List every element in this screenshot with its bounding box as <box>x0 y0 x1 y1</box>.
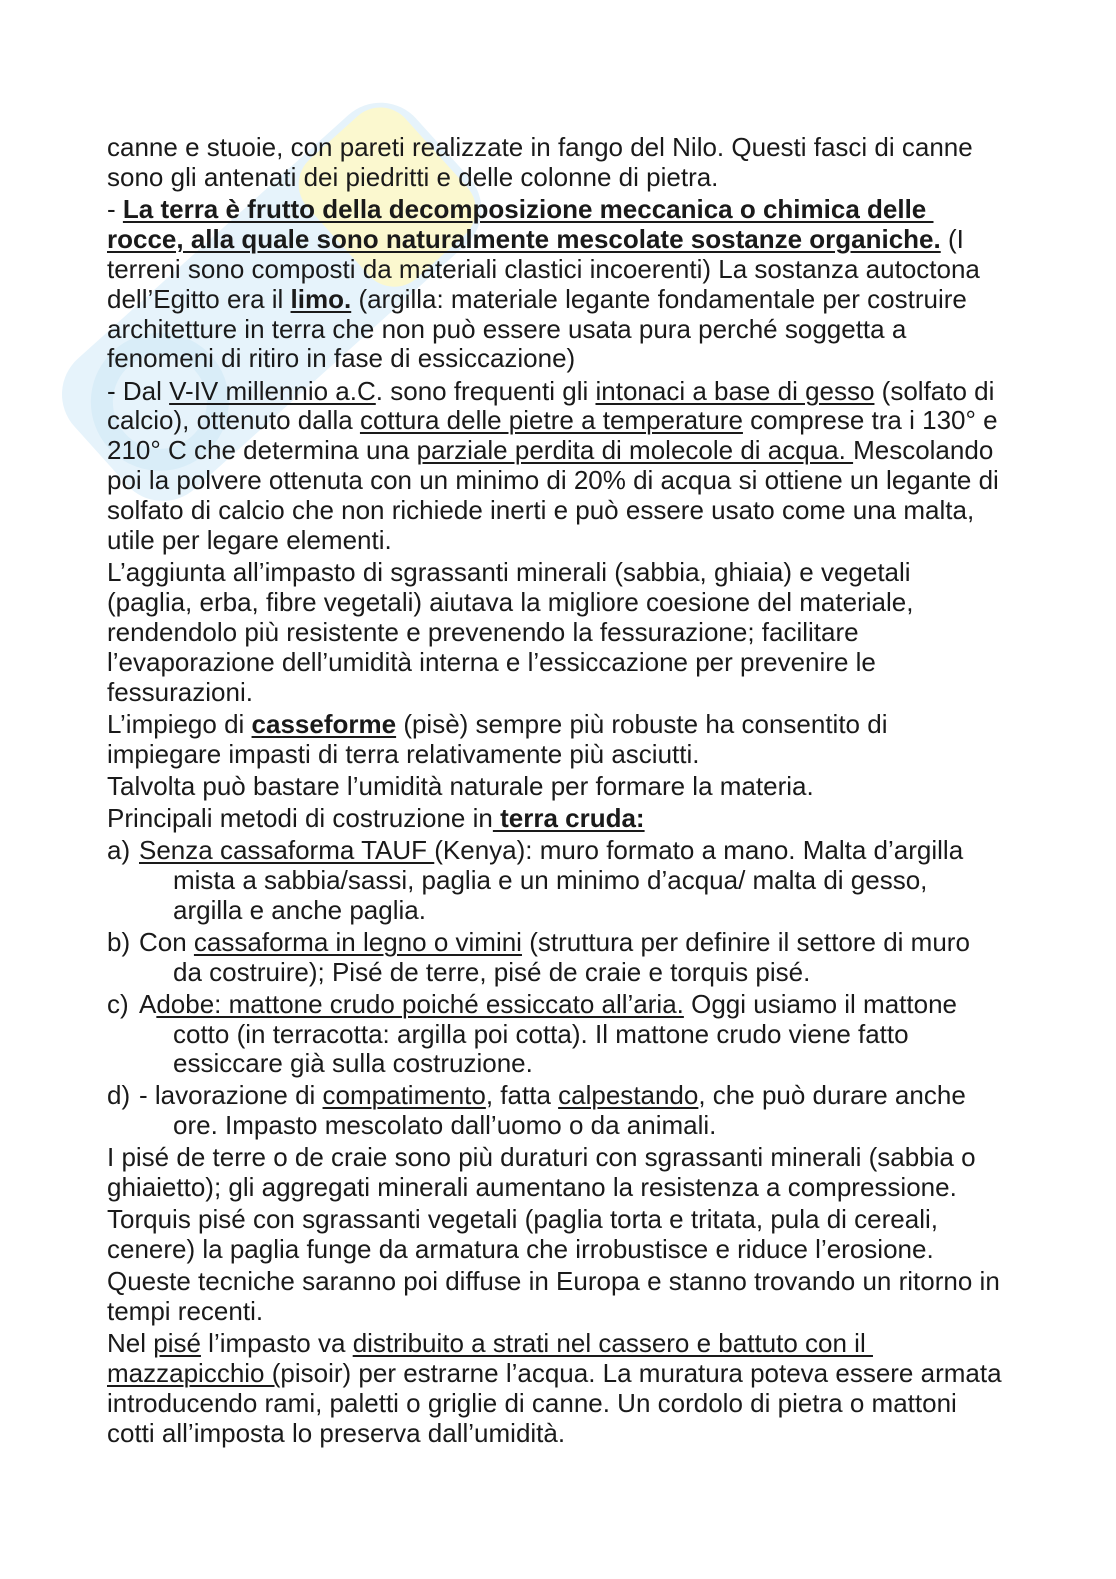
paragraph <box>107 377 1002 556</box>
underlined-text: Senza cassaforma TAUF <box>139 834 435 865</box>
text-line <box>107 618 1002 648</box>
list-item-body <box>139 928 970 988</box>
text-line <box>107 344 1002 374</box>
underlined-text: dobe: mattone crudo poiché essiccato all’aria. <box>156 988 684 1019</box>
text-line <box>107 255 1002 285</box>
text-run: architetture in terra che non può essere usata pura perché soggetta a <box>107 313 907 344</box>
text-run: calcio), ottenuto dalla <box>107 405 360 436</box>
list-marker: b) <box>107 926 131 957</box>
text-line <box>139 990 957 1020</box>
text-run: cotti all’imposta lo preserva dall’umidità. <box>107 1418 566 1449</box>
text-line <box>107 225 1002 255</box>
text-run: utile per legare elementi. <box>107 524 392 555</box>
paragraph <box>107 133 1002 193</box>
text-run: Nel <box>107 1328 154 1359</box>
underlined-text: cottura delle pietre a temperature <box>359 405 743 436</box>
underlined-text: calpestando <box>558 1080 699 1111</box>
paragraph <box>107 1205 1002 1265</box>
text-line <box>107 648 1002 678</box>
text-line <box>107 558 1002 588</box>
text-run: cenere) la paglia funge da armatura che irrobustisce e riduce l’erosione. <box>107 1234 934 1265</box>
text-run: ghiaietto); gli aggregati minerali aumentano la resistenza a compressione. <box>107 1172 957 1203</box>
text-line <box>107 163 1002 193</box>
text-run: (I <box>940 223 964 254</box>
text-line <box>139 1081 966 1111</box>
text-run: . sono frequenti gli <box>375 375 596 406</box>
list-item <box>107 928 1002 988</box>
text-run: Con <box>139 926 194 957</box>
bold-underlined-text: La terra è frutto della decomposizione meccanica o chimica delle <box>122 193 934 224</box>
bold-underlined-text: rocce, alla quale sono naturalmente mescolate sostanze organiche. <box>107 223 941 254</box>
text-line <box>107 1419 1002 1449</box>
list-item <box>107 1081 1002 1141</box>
list-item <box>107 990 1002 1080</box>
text-line <box>107 496 1002 526</box>
text-line <box>139 958 970 988</box>
text-run: A <box>139 988 157 1019</box>
text-run: (pisè) sempre più robuste ha consentito di <box>396 708 888 739</box>
text-line <box>107 772 1002 802</box>
text-run: essiccare già sulla costruzione. <box>173 1048 533 1079</box>
text-line <box>107 710 1002 740</box>
list-marker: d) <box>107 1080 131 1111</box>
text-line <box>107 406 1002 436</box>
underlined-text: cassaforma in legno o vimini <box>193 926 522 957</box>
text-run: Queste tecniche saranno poi diffuse in Europa e stanno trovando un ritorno in <box>107 1266 1000 1297</box>
text-run: l’impasto va <box>200 1328 353 1359</box>
paragraph <box>107 804 1002 834</box>
text-run: rendendolo più resistente e prevenendo la fessurazione; facilitare <box>107 616 859 647</box>
text-run: canne e stuoie, con pareti realizzate in fango del Nilo. Questi fasci di canne <box>107 132 973 162</box>
paragraph <box>107 710 1002 770</box>
text-run: Oggi usiamo il mattone <box>683 988 958 1019</box>
text-line <box>139 896 963 926</box>
paragraph <box>107 1329 1002 1449</box>
underlined-text: compatimento <box>322 1080 486 1111</box>
text-run: comprese tra i 130° e <box>742 405 998 436</box>
text-line <box>107 1235 1002 1265</box>
text-line <box>139 1111 966 1141</box>
text-run: impiegare impasti di terra relativamente più asciutti. <box>107 738 700 769</box>
text-line <box>139 1049 957 1079</box>
text-run: fenomeni di ritiro in fase di essiccazione) <box>107 343 576 374</box>
text-line <box>107 195 1002 225</box>
text-line <box>107 1267 1002 1297</box>
text-run: Mescolando <box>853 435 994 466</box>
text-run: ore. Impasto mescolato dall’uomo o da animali. <box>173 1110 717 1141</box>
paragraph <box>107 1143 1002 1203</box>
bold-underlined-text: terra cruda: <box>492 802 645 833</box>
list-marker: c) <box>107 988 129 1019</box>
text-line <box>107 285 1002 315</box>
paragraph <box>107 558 1002 707</box>
paragraph <box>107 772 1002 802</box>
text-run: terreni sono composti da materiali clastici incoerenti) La sostanza autoctona <box>107 253 980 284</box>
text-line <box>139 928 970 958</box>
document-body <box>107 133 1002 1451</box>
text-line <box>107 526 1002 556</box>
text-line <box>139 1020 957 1050</box>
text-run: poi la polvere ottenuta con un minimo di 20% di acqua si ottiene un legante di <box>107 465 999 496</box>
text-run: tempi recenti. <box>107 1296 264 1327</box>
text-run: l’evaporazione dell’umidità interna e l’essiccazione per prevenire le <box>107 646 876 677</box>
text-run: - lavorazione di <box>139 1080 323 1111</box>
underlined-text: V-IV millennio a.C <box>169 375 376 406</box>
text-line <box>107 804 1002 834</box>
text-line <box>139 866 963 896</box>
text-line <box>139 836 963 866</box>
text-run: , fatta <box>485 1080 559 1111</box>
text-line <box>107 1359 1002 1389</box>
text-run: , che può durare anche <box>698 1080 966 1111</box>
text-run: 210° C che determina una <box>107 435 417 466</box>
underlined-text: distribuito a strati nel cassero e battuto con il <box>352 1328 873 1359</box>
bold-underlined-text: casseforme <box>251 708 397 739</box>
bold-underlined-text: limo. <box>290 283 352 314</box>
list-item-body <box>139 990 957 1080</box>
text-run: Talvolta può bastare l’umidità naturale per formare la materia. <box>107 770 814 801</box>
text-run: mista a sabbia/sassi, paglia e un minimo d’acqua/ malta di gesso, <box>173 864 928 895</box>
text-line <box>107 588 1002 618</box>
text-line <box>107 1329 1002 1359</box>
text-run: da costruire); Pisé de terre, pisé de craie e torquis pisé. <box>173 956 811 987</box>
text-line <box>107 1173 1002 1203</box>
list-item-body <box>139 1081 966 1141</box>
underlined-text: parziale perdita di molecole di acqua. <box>416 435 854 466</box>
text-run: (solfato di <box>874 375 995 406</box>
text-run: I pisé de terre o de craie sono più duraturi con sgrassanti minerali (sabbia o <box>107 1142 976 1173</box>
text-run: (Kenya): muro formato a mano. Malta d’argilla <box>434 834 964 865</box>
text-run: sono gli antenati dei piedritti e delle colonne di pietra. <box>107 161 719 192</box>
text-run: Torquis pisé con sgrassanti vegetali (paglia torta e tritata, pula di cereali, <box>107 1204 938 1235</box>
text-run: fessurazioni. <box>107 676 253 707</box>
text-run: (paglia, erba, fibre vegetali) aiutava la migliore coesione del materiale, <box>107 586 914 617</box>
text-run: cotto (in terracotta: argilla poi cotta). Il mattone crudo viene fatto <box>173 1018 909 1049</box>
text-run: L’impiego di <box>107 708 252 739</box>
list-item-body <box>139 836 963 926</box>
text-line <box>107 1389 1002 1419</box>
paragraph <box>107 195 1002 374</box>
text-run: solfato di calcio che non richiede inerti e può essere usato come una malta, <box>107 495 975 526</box>
text-line <box>107 315 1002 345</box>
underlined-text: intonaci a base di gesso <box>595 375 875 406</box>
text-run: (argilla: materiale legante fondamentale per costruire <box>351 283 967 314</box>
text-line <box>107 466 1002 496</box>
text-run: - <box>107 193 123 224</box>
text-run: pisoir) per estrarne l’acqua. La muratura poteva essere armata <box>280 1358 1002 1389</box>
paragraph <box>107 1267 1002 1327</box>
list-marker: a) <box>107 834 131 865</box>
text-line <box>107 1143 1002 1173</box>
text-run: - Dal <box>107 375 170 406</box>
text-run: L’aggiunta all’impasto di sgrassanti minerali (sabbia, ghiaia) e vegetali <box>107 557 911 588</box>
text-run: Principali metodi di costruzione in <box>107 802 493 833</box>
text-line <box>107 133 1002 163</box>
text-line <box>107 436 1002 466</box>
text-line <box>107 740 1002 770</box>
text-run: (struttura per definire il settore di muro <box>521 926 970 957</box>
text-line <box>107 678 1002 708</box>
text-run: introducendo rami, paletti o griglie di canne. Un cordolo di pietra o mattoni <box>107 1388 957 1419</box>
underlined-text: mazzapicchio ( <box>107 1358 281 1389</box>
text-run: argilla e anche paglia. <box>173 894 426 925</box>
list-item <box>107 836 1002 926</box>
underlined-text: pisé <box>153 1328 201 1359</box>
text-line <box>107 1297 1002 1327</box>
text-line <box>107 1205 1002 1235</box>
text-line <box>107 377 1002 407</box>
text-run: dell’Egitto era il <box>107 283 291 314</box>
